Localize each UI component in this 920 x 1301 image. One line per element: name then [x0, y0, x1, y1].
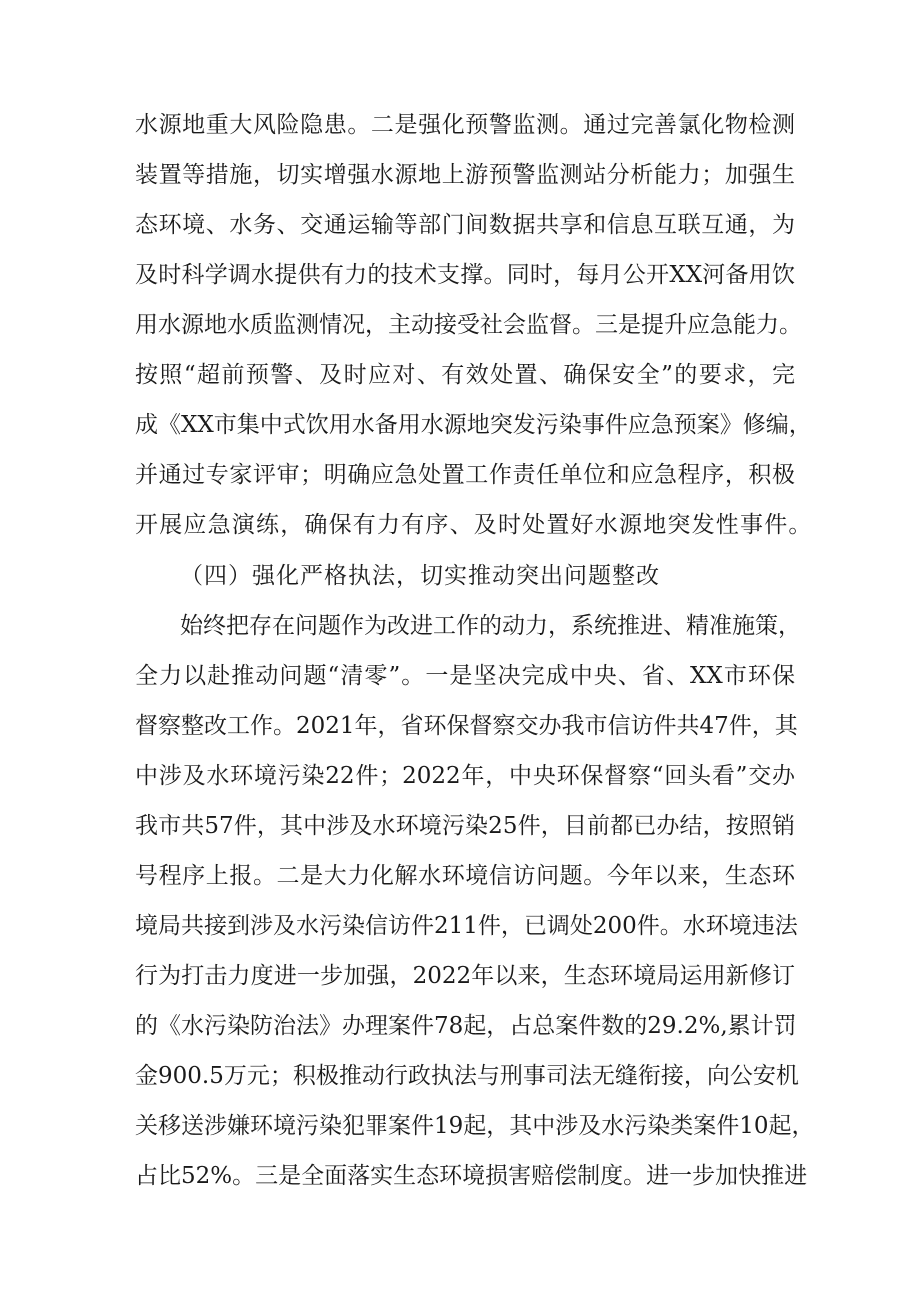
- body-text-line: 全力以赴推动问题“清零”。一是坚决完成中央、省、XX市环保: [135, 663, 795, 689]
- body-text-line: 占比52%。三是全面落实生态环境损害赔偿制度。进一步加快推进: [135, 1163, 808, 1189]
- body-text-line: 我市共57件，其中涉及水环境污染25件，目前都已办结，按照销: [135, 813, 795, 839]
- body-text-line: 关移送涉嫌环境污染犯罪案件19起，其中涉及水污染类案件10起，: [135, 1113, 815, 1139]
- body-text-line: 水源地重大风险隐患。二是强化预警监测。通过完善氯化物检测: [135, 112, 795, 138]
- section-heading: （四）强化严格执法，切实推动突出问题整改: [180, 563, 660, 589]
- body-text-line: 中涉及水环境污染22件；2022年，中央环保督察“回头看”交办: [135, 763, 795, 789]
- body-text-line: 境局共接到涉及水污染信访件211件，已调处200件。水环境违法: [135, 913, 798, 939]
- body-text-line: 成《XX市集中式饮用水备用水源地突发污染事件应急预案》修编，: [135, 412, 812, 438]
- body-text-line: 并通过专家评审；明确应急处置工作责任单位和应急程序，积极: [135, 462, 795, 488]
- body-text-line: 号程序上报。二是大力化解水环境信访问题。今年以来，生态环: [135, 863, 795, 889]
- body-text-line: 始终把存在问题作为改进工作的动力，系统推进、精准施策，: [180, 613, 801, 639]
- body-text-line: 开展应急演练，确保有力有序、及时处置好水源地突发性事件。: [135, 512, 813, 538]
- body-text-line: 装置等措施，切实增强水源地上游预警监测站分析能力；加强生: [135, 162, 795, 188]
- body-text-line: 行为打击力度进一步加强，2022年以来，生态环境局运用新修订: [135, 963, 795, 989]
- body-text-line: 用水源地水质监测情况，主动接受社会监督。三是提升应急能力。: [135, 312, 802, 338]
- body-text-line: 督察整改工作。2021年，省环保督察交办我市信访件共47件，其: [135, 713, 798, 739]
- body-text-line: 态环境、水务、交通运输等部门间数据共享和信息互联互通，为: [135, 212, 795, 238]
- body-text-line: 的《水污染防治法》办理案件78起，占总案件数的29.2%,累计罚: [135, 1013, 797, 1039]
- body-text-line: 及时科学调水提供有力的技术支撑。同时，每月公开XX河备用饮: [135, 262, 795, 288]
- body-text-line: 金900.5万元；积极推动行政执法与刑事司法无缝衔接，向公安机: [135, 1063, 799, 1089]
- body-text-line: 按照“超前预警、及时应对、有效处置、确保安全”的要求，完: [135, 362, 795, 388]
